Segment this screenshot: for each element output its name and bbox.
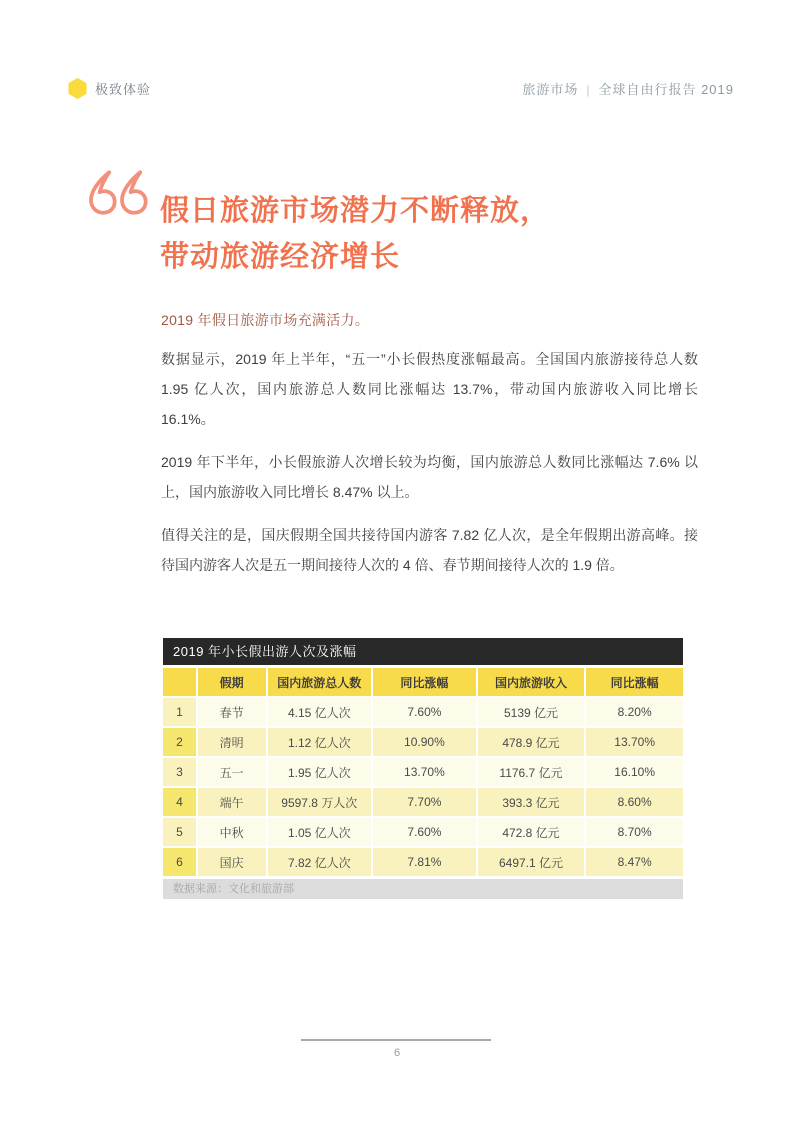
page-title-line2: 带动旅游经济增长 [160, 241, 401, 273]
row-index: 4 [163, 788, 196, 816]
cell-holiday: 春节 [198, 698, 266, 726]
col-header-revenue: 国内旅游收入 [478, 668, 585, 696]
cell-yoy-revenue: 8.20% [586, 698, 683, 726]
row-index: 5 [163, 818, 196, 846]
table-source: 数据来源：文化和旅游部 [163, 879, 683, 899]
cell-yoy-visitors: 7.60% [373, 818, 476, 846]
row-index: 3 [163, 758, 196, 786]
col-header-index [163, 668, 196, 696]
cell-holiday: 清明 [198, 728, 266, 756]
cell-revenue: 472.8 亿元 [478, 818, 585, 846]
cell-visitors: 1.95 亿人次 [268, 758, 372, 786]
cell-holiday: 国庆 [198, 848, 266, 876]
cell-visitors: 1.12 亿人次 [268, 728, 372, 756]
report-label: 全球自由行报告 2019 [598, 82, 734, 97]
col-header-holiday: 假期 [198, 668, 266, 696]
paragraph: 数据显示，2019 年上半年，“五一”小长假热度涨幅最高。全国国内旅游接待总人数 1.95 亿人次，国内旅游总人数同比涨幅达 13.7%，带动国内旅游收入同比增长 16.1%。 [161, 351, 698, 427]
cell-holiday: 五一 [198, 758, 266, 786]
page-title [160, 188, 550, 280]
cell-revenue: 478.9 亿元 [478, 728, 585, 756]
cell-yoy-visitors: 13.70% [373, 758, 476, 786]
cell-yoy-visitors: 10.90% [373, 728, 476, 756]
cell-yoy-visitors: 7.60% [373, 698, 476, 726]
cell-holiday: 端午 [198, 788, 266, 816]
paragraph: 2019 年下半年，小长假旅游人次增长较为均衡，国内旅游总人数同比涨幅达 7.6% 以上，国内旅游收入同比增长 8.47% 以上。 [161, 454, 698, 500]
cell-yoy-revenue: 13.70% [586, 728, 683, 756]
col-header-yoy-revenue: 同比涨幅 [586, 668, 683, 696]
cell-revenue: 393.3 亿元 [478, 788, 585, 816]
header-divider: | [586, 83, 591, 97]
section-label: 旅游市场 [522, 82, 579, 97]
cell-yoy-visitors: 7.81% [373, 848, 476, 876]
cell-yoy-revenue: 8.70% [586, 818, 683, 846]
lead-sentence: 2019 年假日旅游市场充满活力。 [161, 312, 370, 328]
cell-yoy-revenue: 8.47% [586, 848, 683, 876]
document-meta [522, 79, 734, 98]
cell-revenue: 5139 亿元 [478, 698, 585, 726]
table [161, 666, 685, 878]
quote-icon [86, 170, 148, 226]
col-header-yoy-visitors: 同比涨幅 [373, 668, 476, 696]
cell-revenue: 6497.1 亿元 [478, 848, 585, 876]
col-header-visitors: 国内旅游总人数 [268, 668, 372, 696]
cell-visitors: 4.15 亿人次 [268, 698, 372, 726]
footer-rule [301, 1039, 491, 1041]
page-title-line1: 假日旅游市场潜力不断释放， [160, 195, 551, 227]
table-row [163, 848, 683, 876]
row-index: 6 [163, 848, 196, 876]
table-row [163, 728, 683, 756]
page-header [68, 78, 734, 99]
table-row [163, 758, 683, 786]
table-row [163, 788, 683, 816]
page-number: 6 [393, 1047, 401, 1059]
cell-visitors: 7.82 亿人次 [268, 848, 372, 876]
cell-visitors: 9597.8 万人次 [268, 788, 372, 816]
hexagon-logo-icon [68, 78, 87, 99]
cell-yoy-revenue: 16.10% [586, 758, 683, 786]
cell-visitors: 1.05 亿人次 [268, 818, 372, 846]
body-text [161, 344, 698, 593]
brand [68, 78, 151, 99]
paragraph: 值得关注的是，国庆假期全国共接待国内游客 7.82 亿人次，是全年假期出游高峰。接待国内游客人次是五一期间接待人次的 4 倍、春节期间接待人次的 1.9 倍。 [161, 527, 698, 573]
holiday-table [163, 638, 683, 899]
table-row [163, 818, 683, 846]
table-title: 2019 年小长假出游人次及涨幅 [163, 638, 683, 665]
cell-revenue: 1176.7 亿元 [478, 758, 585, 786]
cell-holiday: 中秋 [198, 818, 266, 846]
cell-yoy-revenue: 8.60% [586, 788, 683, 816]
row-index: 1 [163, 698, 196, 726]
cell-yoy-visitors: 7.70% [373, 788, 476, 816]
table-header-row [163, 668, 683, 696]
table-row [163, 698, 683, 726]
row-index: 2 [163, 728, 196, 756]
brand-name: 极致体验 [95, 82, 152, 97]
